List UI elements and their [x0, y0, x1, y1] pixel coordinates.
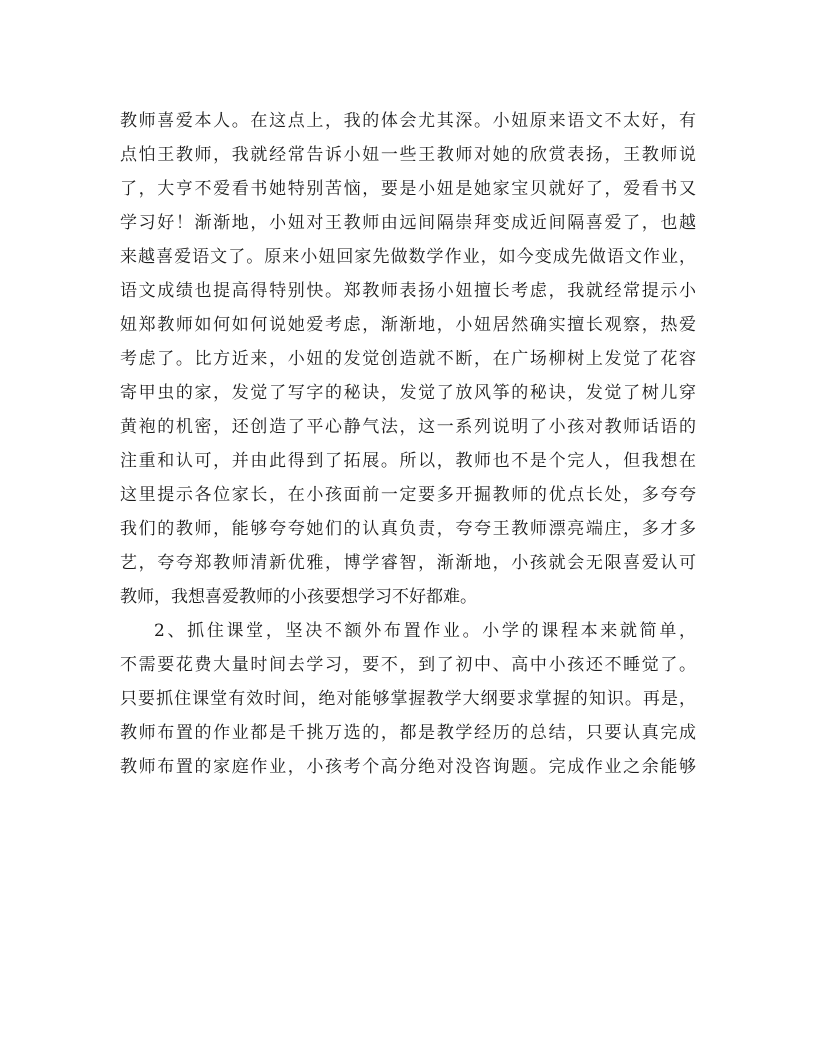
text-line: 我们的教师，能够夸夸她们的认真负责，夸夸王教师漂亮端庄，多才多 — [120, 519, 696, 539]
text-line: 语文成绩也提高得特别快。郑教师表扬小妞擅长考虑，我就经常提示小 — [120, 281, 696, 301]
text-line: 学习好！渐渐地，小妞对王教师由远间隔崇拜变成近间隔喜爱了，也越 — [120, 213, 696, 233]
text-line: 来越喜爱语文了。原来小妞回家先做数学作业，如今变成先做语文作业， — [120, 247, 696, 267]
text-line: 妞郑教师如何如何说她爱考虑，渐渐地，小妞居然确实擅长观察，热爱 — [120, 315, 696, 335]
text-line: 了，大亨不爱看书她特别苦恼，要是小妞是她家宝贝就好了，爱看书又 — [120, 179, 696, 199]
text-line: 点怕王教师，我就经常告诉小妞一些王教师对她的欣赏表扬，王教师说 — [120, 145, 696, 165]
text-line: 教师，我想喜爱教师的小孩要想学习不好都难。 — [120, 587, 477, 607]
text-line: 注重和认可，并由此得到了拓展。所以，教师也不是个完人，但我想在 — [120, 451, 696, 471]
text-line: 艺，夸夸郑教师清新优雅，博学睿智，渐渐地，小孩就会无限喜爱认可 — [120, 553, 696, 573]
body-text — [120, 104, 696, 784]
text-line: 2、抓住课堂，坚决不额外布置作业。小学的课程本来就简单， — [154, 621, 696, 641]
text-line: 只要抓住课堂有效时间，绝对能够掌握教学大纲要求掌握的知识。再是， — [120, 689, 696, 709]
text-line: 这里提示各位家长，在小孩面前一定要多开掘教师的优点长处，多夸夸 — [120, 485, 696, 505]
text-line: 教师喜爱本人。在这点上，我的体会尤其深。小妞原来语文不太好，有 — [120, 111, 696, 131]
text-line: 不需要花费大量时间去学习，要不，到了初中、高中小孩还不睡觉了。 — [120, 655, 696, 675]
text-line: 教师布置的作业都是千挑万选的，都是教学经历的总结，只要认真完成 — [120, 723, 696, 743]
text-line: 黄袍的机密，还创造了平心静气法，这一系列说明了小孩对教师话语的 — [120, 417, 696, 437]
text-line: 教师布置的家庭作业，小孩考个高分绝对没咨询题。完成作业之余能够 — [120, 757, 696, 777]
text-line: 考虑了。比方近来，小妞的发觉创造就不断，在广场柳树上发觉了花容 — [120, 349, 696, 369]
text-line: 寄甲虫的家，发觉了写字的秘诀，发觉了放风筝的秘诀，发觉了树儿穿 — [120, 383, 696, 403]
